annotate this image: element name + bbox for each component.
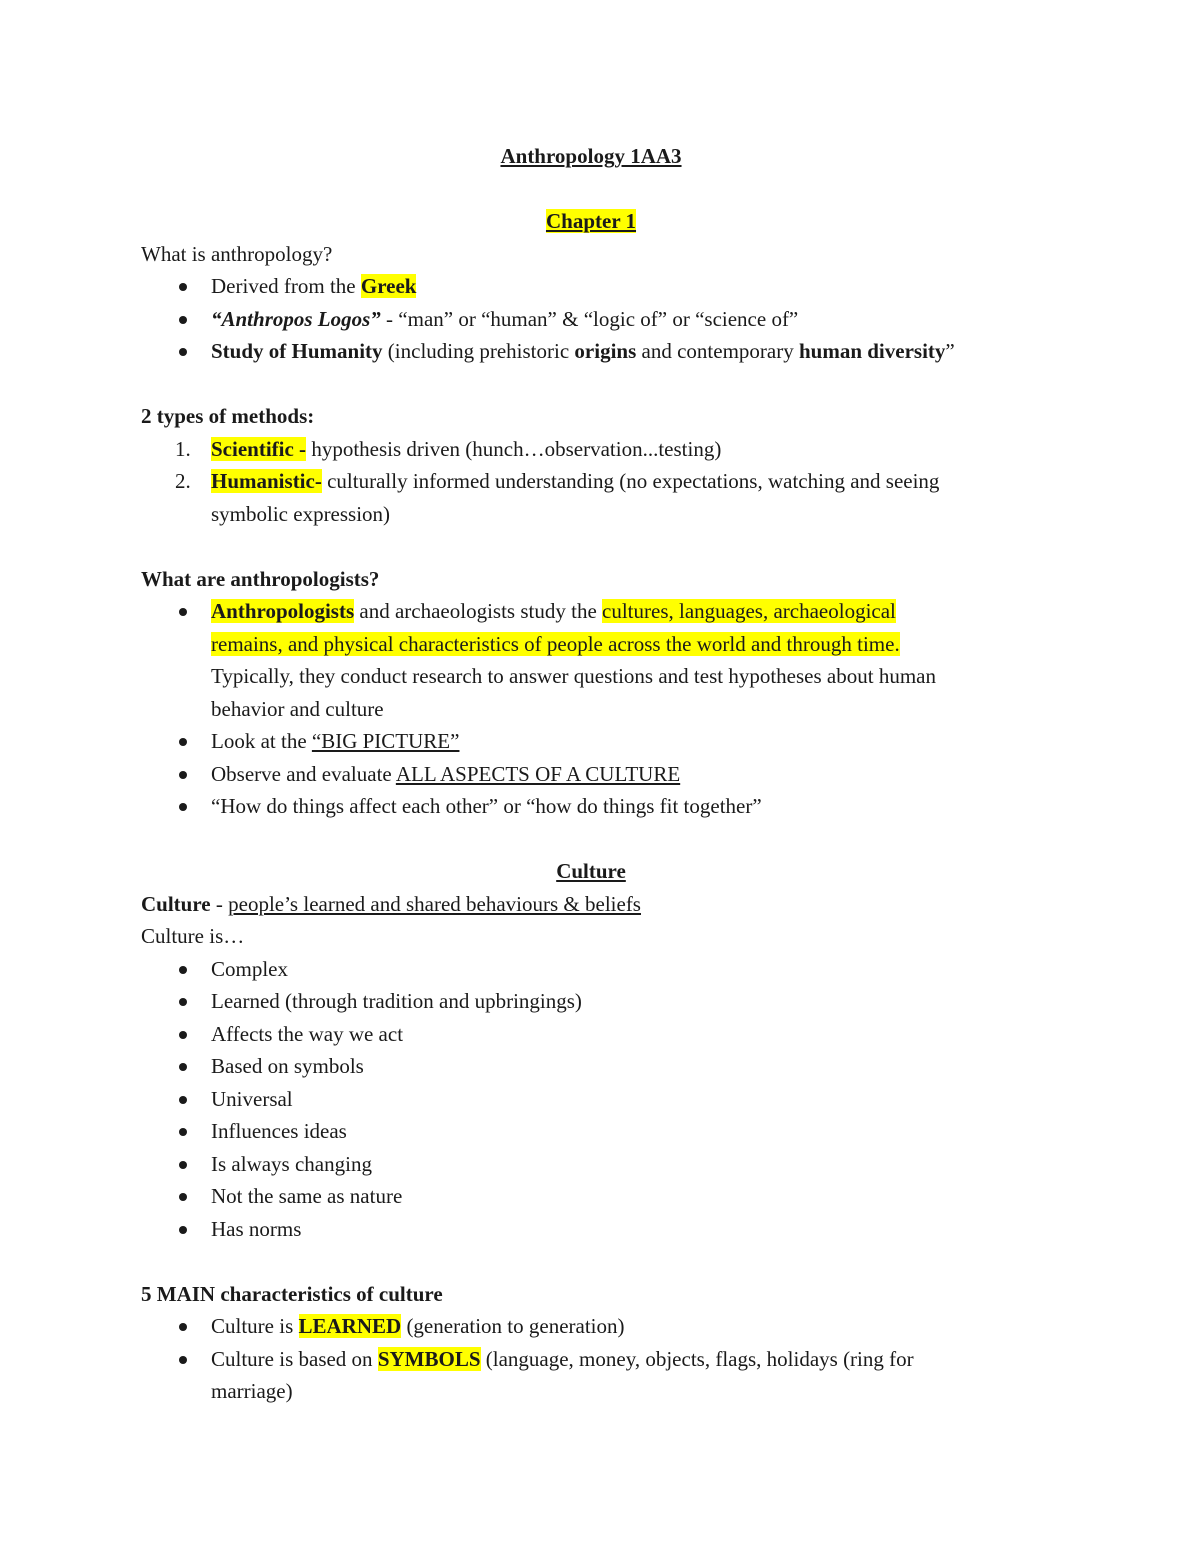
highlight-greek: Greek [360,274,417,298]
culture-is-label: Culture is… [141,924,245,948]
list-item: Anthropologists and archaeologists study the cultures, languages, archaeological [141,595,1041,628]
list-item: Not the same as nature [141,1180,1041,1213]
anthropologists-list [141,595,1041,823]
list-item: “How do things affect each other” or “how do things fit together” [141,790,1041,823]
chapter-heading-text: Chapter 1 [545,209,637,233]
list-item-continuation: Typically, they conduct research to answer questions and test hypotheses about human [211,664,936,688]
document-page [141,140,1041,1408]
list-item: Complex [141,953,1041,986]
methods-heading: 2 types of methods: [141,404,315,428]
list-item: Has norms [141,1213,1041,1246]
term-anthropos-logos: “Anthropos Logos” [211,306,381,331]
chapter-heading [141,205,1041,238]
list-item: Based on symbols [141,1050,1041,1083]
list-item: “Anthropos Logos” - “man” or “human” & “logic of” or “science of” [141,303,1041,336]
list-item: Learned (through tradition and upbringings) [141,985,1041,1018]
list-item: Influences ideas [141,1115,1041,1148]
list-item-continuation: behavior and culture [211,696,384,721]
list-item: 1. Scientific - hypothesis driven (hunch…observation...testing) [175,436,722,461]
anthropologists-heading: What are anthropologists? [141,566,380,591]
what-is-question: What is anthropology? [141,241,333,266]
list-item: 2. Humanistic- culturally informed understanding (no expectations, watching and seeing [175,469,940,493]
list-item: Universal [141,1083,1041,1116]
list-item: Observe and evaluate ALL ASPECTS OF A CULTURE [141,758,1041,791]
culture-heading: Culture [556,859,626,883]
list-item: Is always changing [141,1148,1041,1181]
list-item: Affects the way we act [141,1018,1041,1051]
list-item: Culture is based on SYMBOLS (language, money, objects, flags, holidays (ring for [141,1343,1041,1376]
what-is-list [141,270,1041,368]
main5-list [141,1310,1041,1408]
list-item: Look at the “BIG PICTURE” [141,725,1041,758]
list-item-continuation: marriage) [211,1379,293,1403]
document-title-text: Anthropology 1AA3 [500,144,682,168]
culture-definition: Culture - people’s learned and shared behaviours & beliefs [141,891,641,916]
list-item: Study of Humanity (including prehistoric origins and contemporary human diversity” [141,335,1041,368]
list-item: Derived from the Greek [141,270,1041,303]
main5-heading: 5 MAIN characteristics of culture [141,1281,443,1306]
methods-list [141,433,1041,531]
culture-list [141,953,1041,1246]
list-item-continuation: remains, and physical characteristics of people across the world and through time. [211,631,900,656]
list-item: Culture is LEARNED (generation to generation) [141,1310,1041,1343]
list-item-continuation: symbolic expression) [211,501,391,526]
document-title [141,140,1041,173]
